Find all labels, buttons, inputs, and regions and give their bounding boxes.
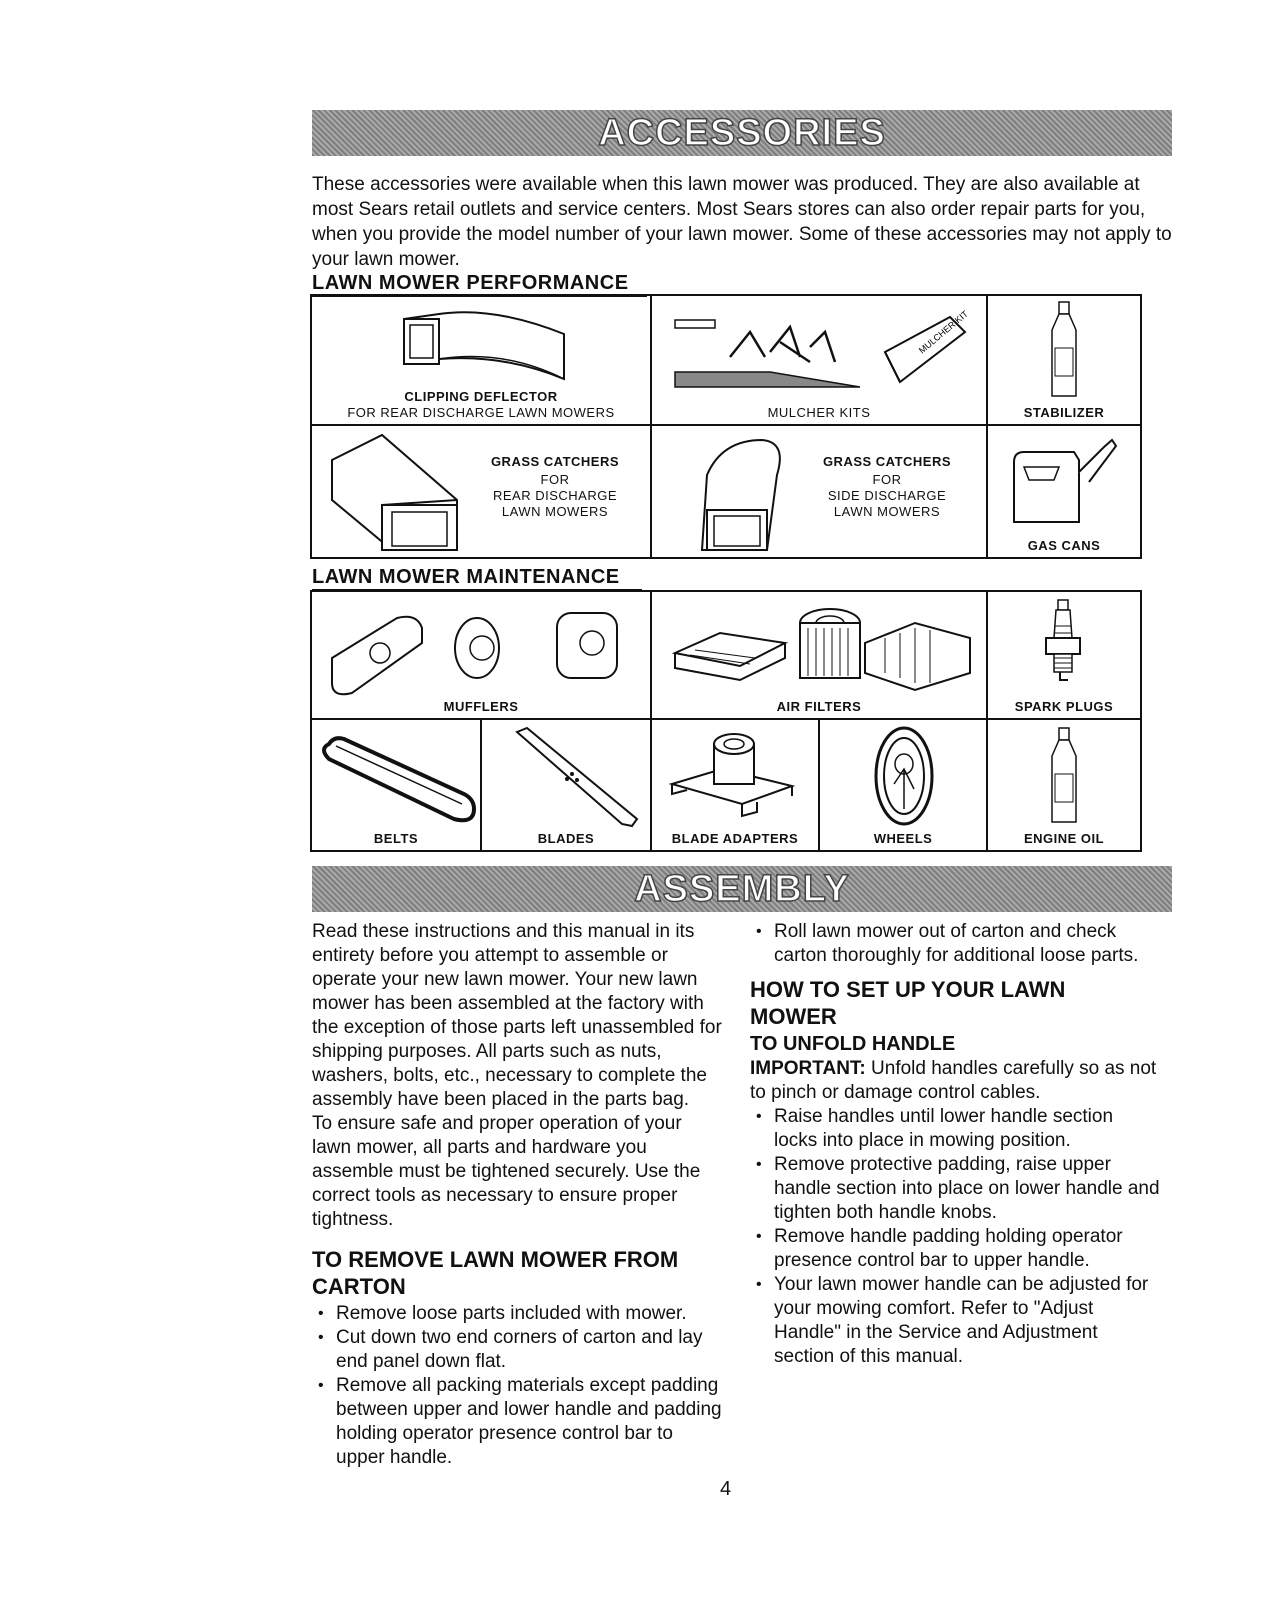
grass-catchers-side-label-3: SIDE DISCHARGE	[827, 488, 947, 503]
mulcher-box-label: MULCHER KIT	[916, 308, 971, 356]
blade-adapters-label: BLADE ADAPTERS	[671, 831, 799, 846]
remove-step: • Cut down two end corners of carton and lay end panel down flat.	[312, 1326, 722, 1374]
grass-catchers-rear-cell	[312, 426, 652, 557]
wheel-icon	[864, 724, 944, 829]
belts-cell	[312, 720, 482, 850]
mulcher-kits-icon	[660, 302, 980, 392]
side-grass-catcher-icon	[682, 430, 802, 555]
spark-plugs-cell	[988, 592, 1140, 720]
important-note	[750, 1057, 1160, 1105]
grass-catchers-side-label-4: LAWN MOWERS	[833, 504, 941, 519]
spark-plug-icon	[1038, 598, 1088, 698]
performance-grid	[310, 294, 1142, 559]
blades-cell	[482, 720, 652, 850]
grass-catchers-rear-label-2: FOR	[540, 472, 570, 487]
spark-plugs-label: SPARK PLUGS	[1014, 699, 1114, 714]
unfold-handle-heading: TO UNFOLD HANDLE	[750, 1033, 956, 1055]
assembly-left-column	[312, 920, 722, 1470]
rear-grass-catcher-icon	[322, 430, 482, 555]
air-filters-cell	[652, 592, 988, 720]
blade-icon	[497, 724, 647, 829]
belts-label: BELTS	[373, 831, 419, 846]
performance-heading: LAWN MOWER PERFORMANCE	[312, 272, 647, 297]
gas-can-icon	[1004, 432, 1124, 532]
clipping-deflector-cell	[312, 296, 652, 426]
gas-cans-cell	[988, 426, 1140, 557]
remove-step: • Remove all packing materials except padding between upper and lower handle and padding holding operator presence control bar to upper handle.	[312, 1374, 722, 1470]
mufflers-icon	[322, 598, 642, 698]
maintenance-grid	[310, 590, 1142, 852]
stabilizer-cell	[988, 296, 1140, 426]
remove-from-carton-heading: TO REMOVE LAWN MOWER FROM CARTON	[312, 1247, 679, 1299]
assembly-banner	[312, 866, 1172, 912]
mulcher-kits-cell	[652, 296, 988, 426]
stabilizer-label: STABILIZER	[1023, 405, 1105, 420]
page-number: 4	[720, 1478, 732, 1500]
grass-catchers-rear-label-3: REAR DISCHARGE	[492, 488, 618, 503]
clipping-deflector-label-2: FOR REAR DISCHARGE LAWN MOWERS	[347, 405, 615, 420]
unfold-step: • Remove handle padding holding operator presence control bar to upper handle.	[750, 1225, 1160, 1273]
remove-steps-list	[312, 1302, 722, 1470]
unfold-step: • Remove protective padding, raise upper handle section into place on lower handle and tighten both handle knobs.	[750, 1153, 1160, 1225]
accessories-intro: These accessories were available when this lawn mower was produced. They are also available at most Sears retail outlets and service centers. Most Sears stores can also order repair parts for you, when you provide the model number of your lawn mower. Some of these accessories may not apply to your lawn mower.	[312, 174, 1172, 270]
remove-step: • Remove loose parts included with mower.	[312, 1302, 722, 1326]
accessories-title: ACCESSORIES	[598, 111, 886, 154]
air-filters-icon	[660, 598, 980, 698]
important-label: IMPORTANT:	[750, 1058, 866, 1079]
gas-cans-label: GAS CANS	[1027, 538, 1101, 553]
assembly-intro-2: To ensure safe and proper operation of your lawn mower, all parts and hardware you assemble must be tightened securely. Use the correct tools as necessary to ensure proper tightness.	[312, 1113, 701, 1230]
accessories-banner	[312, 110, 1172, 156]
mufflers-label: MUFFLERS	[443, 699, 519, 714]
assembly-title: ASSEMBLY	[634, 867, 850, 910]
grass-catchers-rear-label-4: LAWN MOWERS	[501, 504, 609, 519]
remove-step: • Roll lawn mower out of carton and check carton thoroughly for additional loose parts.	[750, 920, 1160, 968]
belt-icon	[314, 724, 479, 824]
clipping-deflector-label-1: CLIPPING DEFLECTOR	[404, 389, 558, 404]
engine-oil-label: ENGINE OIL	[1023, 831, 1105, 846]
unfold-steps-list	[750, 1105, 1160, 1369]
wheels-cell	[820, 720, 988, 850]
mufflers-cell	[312, 592, 652, 720]
wheels-label: WHEELS	[873, 831, 933, 846]
air-filters-label: AIR FILTERS	[776, 699, 862, 714]
maintenance-heading: LAWN MOWER MAINTENANCE	[312, 566, 642, 591]
engine-oil-cell	[988, 720, 1140, 850]
grass-catchers-side-label-2: FOR	[872, 472, 902, 487]
clipping-deflector-icon	[394, 304, 594, 384]
grass-catchers-rear-label-1: GRASS CATCHERS	[490, 454, 620, 469]
unfold-step: • Raise handles until lower handle section locks into place in mowing position.	[750, 1105, 1160, 1153]
stabilizer-bottle-icon	[1044, 300, 1084, 400]
unfold-step: • Your lawn mower handle can be adjusted for your mowing comfort. Refer to "Adjust Handle" in the Service and Adjustment section of this manual.	[750, 1273, 1160, 1369]
important-text: Unfold handles carefully so as not to pinch or damage control cables.	[750, 1058, 1157, 1103]
assembly-intro-1: Read these instructions and this manual in its entirety before you attempt to assemble or operate your new lawn mower. Your new lawn mower has been assembled at the factory with the exception of those parts left unassembled for shipping purposes. All parts such as nuts, washers, bolts, etc., necessary to complete the assembly have been placed in the parts bag.	[312, 921, 722, 1110]
blade-adapters-cell	[652, 720, 820, 850]
setup-heading: HOW TO SET UP YOUR LAWN MOWER	[750, 977, 1066, 1029]
blades-label: BLADES	[537, 831, 595, 846]
engine-oil-bottle-icon	[1044, 726, 1084, 826]
grass-catchers-side-cell	[652, 426, 988, 557]
blade-adapter-icon	[662, 724, 812, 824]
remove-steps-list-cont	[750, 920, 1160, 968]
mulcher-kits-label: MULCHER KITS	[767, 405, 871, 420]
grass-catchers-side-label-1: GRASS CATCHERS	[822, 454, 952, 469]
assembly-right-column	[750, 920, 1160, 1369]
